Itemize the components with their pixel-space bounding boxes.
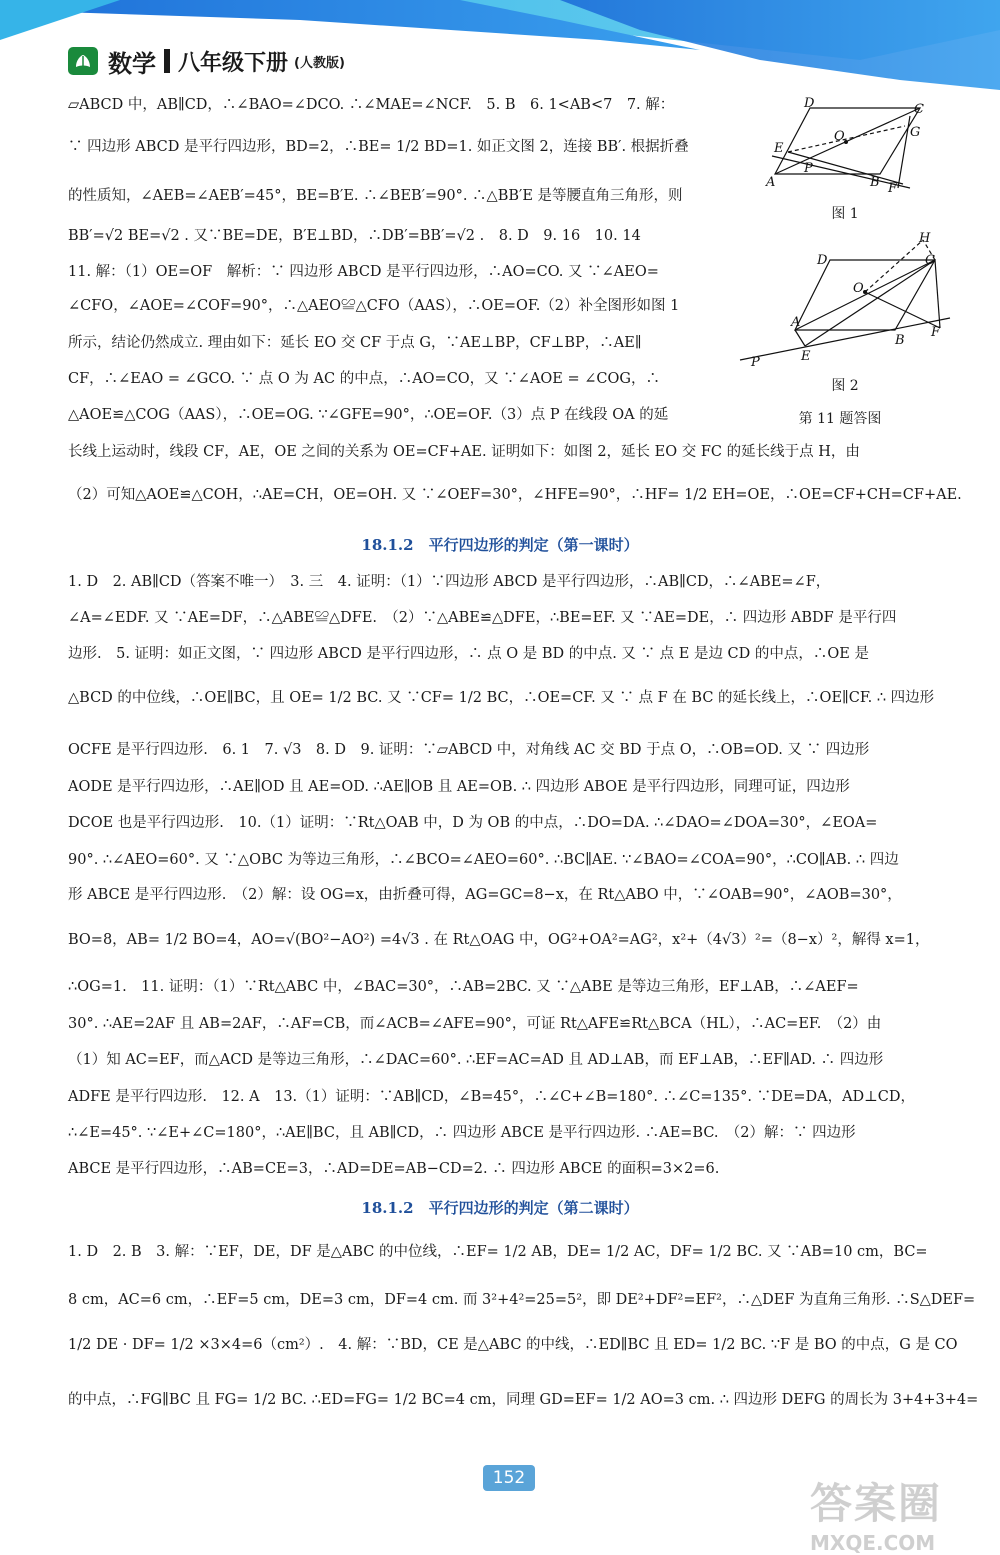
text-line: （2）可知△AOE≌△COH，∴AE=CH，OE=OH. 又 ∵∠OEF=30°，∠HFE=90°，∴HF= 1/2 EH=OE，∴OE=CF+CH=CF+AE. <box>68 487 962 503</box>
text-line: DCOE 也是平行四边形. 10.（1）证明：∵Rt△OAB 中，D 为 OB 的中点，∴DO=DA. ∴∠DAO=∠DOA=30°，∠EOA= <box>68 815 878 831</box>
watermark <box>810 1471 980 1555</box>
fig1-label-G: G <box>910 125 921 140</box>
figure-1-caption: 图 1 <box>831 206 859 222</box>
grade-title: 八年级下册 <box>178 50 289 76</box>
text-line: 1. D 2. B 3. 解：∵EF，DE，DF 是△ABC 的中位线，∴EF= 1/2 AB，DE= 1/2 AC，DF= 1/2 BC. 又 ∵AB=10 cm，BC= <box>68 1244 928 1260</box>
text-line: （1）知 AC=EF，而△ACD 是等边三角形，∴∠DAC=60°. ∴EF=AC=AD 且 AD⊥AB，而 EF⊥AB，∴EF∥AD. ∴ 四边形 <box>68 1052 884 1068</box>
text-line: OCFE 是平行四边形. 6. 1 7. √3 8. D 9. 证明：∵▱ABCD 中，对角线 AC 交 BD 于点 O，∴OB=OD. 又 ∵ 四边形 <box>68 742 870 758</box>
fig2-label-E: E <box>801 349 811 364</box>
text-line: △AOE≌△COG（AAS），∴OE=OG. ∵∠GFE=90°，∴OE=OF.（3）点 P 在线段 OA 的延 <box>68 407 669 423</box>
text-line: 11. 解：（1）OE=OF 解析：∵ 四边形 ABCD 是平行四边形，∴AO=CO. 又 ∵∠AEO= <box>68 264 659 280</box>
figure-1-diagram <box>760 96 930 201</box>
fig2-label-A: A <box>791 315 801 330</box>
text-line: 的中点，∴FG∥BC 且 FG= 1/2 BC. ∴ED=FG= 1/2 BC=4 cm，同理 GD=EF= 1/2 AO=3 cm. ∴ 四边形 DEFG 的周长为 3+4+3+4= <box>68 1392 979 1408</box>
header-divider <box>164 49 170 73</box>
figures-group-caption: 第 11 题答图 <box>798 411 882 427</box>
fig1-label-D: D <box>804 96 815 111</box>
fig2-label-B: B <box>895 333 905 348</box>
text-line: 边形. 5. 证明：如正文图，∵ 四边形 ABCD 是平行四边形，∴ 点 O 是 BD 的中点. 又 ∵ 点 E 是边 CD 的中点，∴OE 是 <box>68 646 869 662</box>
text-line: ∵ 四边形 ABCD 是平行四边形，BD=2，∴BE= 1/2 BD=1. 如正文图 2，连接 BB′. 根据折叠 <box>68 139 689 155</box>
section-heading: 18.1.2 平行四边形的判定（第一课时） <box>361 536 639 554</box>
figure-2-diagram <box>735 230 955 375</box>
brand-logo-icon <box>68 47 98 75</box>
edition-label: (人教版) <box>294 55 345 71</box>
text-line: ABCE 是平行四边形，∴AB=CE=3，∴AD=DE=AB−CD=2. ∴ 四边形 ABCE 的面积=3×2=6. <box>68 1161 720 1177</box>
text-line: 所示，结论仍然成立. 理由如下：延长 EO 交 CF 于点 G，∵AE⊥BP，CF⊥BP，∴AE∥ <box>68 335 642 351</box>
text-line: 形 ABCE 是平行四边形. （2）解：设 OG=x，由折叠可得，AG=GC=8−x，在 Rt△ABO 中，∵∠OAB=90°，∠AOB=30°， <box>68 887 902 903</box>
figure-2-caption: 图 2 <box>831 378 859 394</box>
text-line: 30°. ∴AE=2AF 且 AB=2AF，∴AF=CB，而∠ACB=∠AFE=90°，可证 Rt△AFE≌Rt△BCA（HL），∴AC=EF. （2）由 <box>68 1016 882 1032</box>
text-line: AODE 是平行四边形，∴AE∥OD 且 AE=OD. ∴AE∥OB 且 AE=OB. ∴ 四边形 ABOE 是平行四边形，同理可证，四边形 <box>68 779 850 795</box>
text-line: ▱ABCD 中，AB∥CD，∴∠BAO=∠DCO. ∴∠MAE=∠NCF. 5. B 6. 1<AB<7 7. 解： <box>68 97 675 113</box>
text-line: ∴OG=1. 11. 证明：（1）∵Rt△ABC 中，∠BAC=30°，∴AB=2BC. 又 ∵△ABE 是等边三角形，EF⊥AB，∴∠AEF= <box>68 979 859 995</box>
fig1-label-C: C <box>914 102 924 117</box>
fig2-label-O: O <box>853 281 864 296</box>
subject-title: 数学 <box>108 49 156 78</box>
text-line: CF，∴∠EAO = ∠GCO. ∵ 点 O 为 AC 的中点，∴AO=CO，又 ∵∠AOE = ∠COG，∴ <box>68 371 660 387</box>
fig1-label-E: E <box>774 141 784 156</box>
fig2-label-D: D <box>817 253 828 268</box>
fig2-label-F: F <box>931 325 941 340</box>
fig1-label-B: B <box>870 175 880 190</box>
header-banner <box>0 0 1000 100</box>
text-line: ADFE 是平行四边形. 12. A 13.（1）证明：∵AB∥CD，∠B=45°，∴∠C+∠B=180°. ∴∠C=135°. ∵DE=DA，AD⊥CD， <box>68 1089 916 1105</box>
watermark-top-text: 答案圈 <box>810 1479 943 1528</box>
fig2-label-H: H <box>919 231 931 246</box>
text-line: BO=8，AB= 1/2 BO=4，AO=√(BO²−AO²) =4√3 . 在 Rt△OAG 中，OG²+OA²=AG²，x²+（4√3）²=（8−x）²，解得 x=1， <box>68 932 930 948</box>
fig1-label-P: P <box>804 161 813 176</box>
text-line: ∴∠E=45°. ∵∠E+∠C=180°，∴AE∥BC，且 AB∥CD，∴ 四边形 ABCE 是平行四边形. ∴AE=BC. （2）解：∵ 四边形 <box>68 1125 856 1141</box>
text-line: 的性质知，∠AEB=∠AEB′=45°，BE=B′E. ∴∠BEB′=90°. ∴△BB′E 是等腰直角三角形，则 <box>68 188 683 204</box>
text-line: ∠A=∠EDF. 又 ∵AE=DF，∴△ABE≌△DFE. （2）∵△ABE≌△DFE，∴BE=EF. 又 ∵AE=DE，∴ 四边形 ABDF 是平行四 <box>68 610 897 626</box>
text-line: 8 cm，AC=6 cm，∴EF=5 cm，DE=3 cm，DF=4 cm. 而 3²+4²=25=5²，即 DE²+DF²=EF²，∴△DEF 为直角三角形. ∴S△DEF= <box>68 1292 976 1308</box>
fig1-label-O: O <box>834 129 845 144</box>
text-line: BB′=√2 BE=√2 . 又∵BE=DE，B′E⊥BD，∴DB′=BB′=√2 . 8. D 9. 16 10. 14 <box>68 228 641 244</box>
text-line: 1/2 DE · DF= 1/2 ×3×4=6（cm²）. 4. 解：∵BD，CE 是△ABC 的中线，∴ED∥BC 且 ED= 1/2 BC. ∵F 是 BO 的中点，G 是 CO <box>68 1337 958 1353</box>
fig2-label-P: P <box>751 355 760 370</box>
text-line: △BCD 的中位线，∴OE∥BC，且 OE= 1/2 BC. 又 ∵CF= 1/2 BC，∴OE=CF. 又 ∵ 点 F 在 BC 的延长线上，∴OE∥CF. ∴ 四边形 <box>68 690 935 706</box>
fig2-label-C: C <box>925 253 935 268</box>
text-line: 长线上运动时，线段 CF，AE，OE 之间的关系为 OE=CF+AE. 证明如下：如图 2，延长 EO 交 FC 的延长线于点 H，由 <box>68 444 860 460</box>
text-line: 1. D 2. AB∥CD（答案不唯一） 3. 三 4. 证明：（1）∵四边形 ABCD 是平行四边形，∴AB∥CD，∴∠ABE=∠F， <box>68 574 831 590</box>
section-heading: 18.1.2 平行四边形的判定（第二课时） <box>361 1199 639 1217</box>
text-line: ∠CFO，∠AOE=∠COF=90°，∴△AEO≌△CFO（AAS），∴OE=OF.（2）补全图形如图 1 <box>68 298 680 314</box>
fig1-label-F: F <box>888 181 898 196</box>
text-line: 90°. ∴∠AEO=60°. 又 ∵△OBC 为等边三角形，∴∠BCO=∠AEO=60°. ∴BC∥AE. ∵∠BAO=∠COA=90°，∴CO∥AB. ∴ 四边 <box>68 852 899 868</box>
watermark-bottom-text: MXQE.COM <box>810 1531 936 1555</box>
fig1-label-A: A <box>766 175 776 190</box>
page-number: 152 <box>483 1465 535 1491</box>
